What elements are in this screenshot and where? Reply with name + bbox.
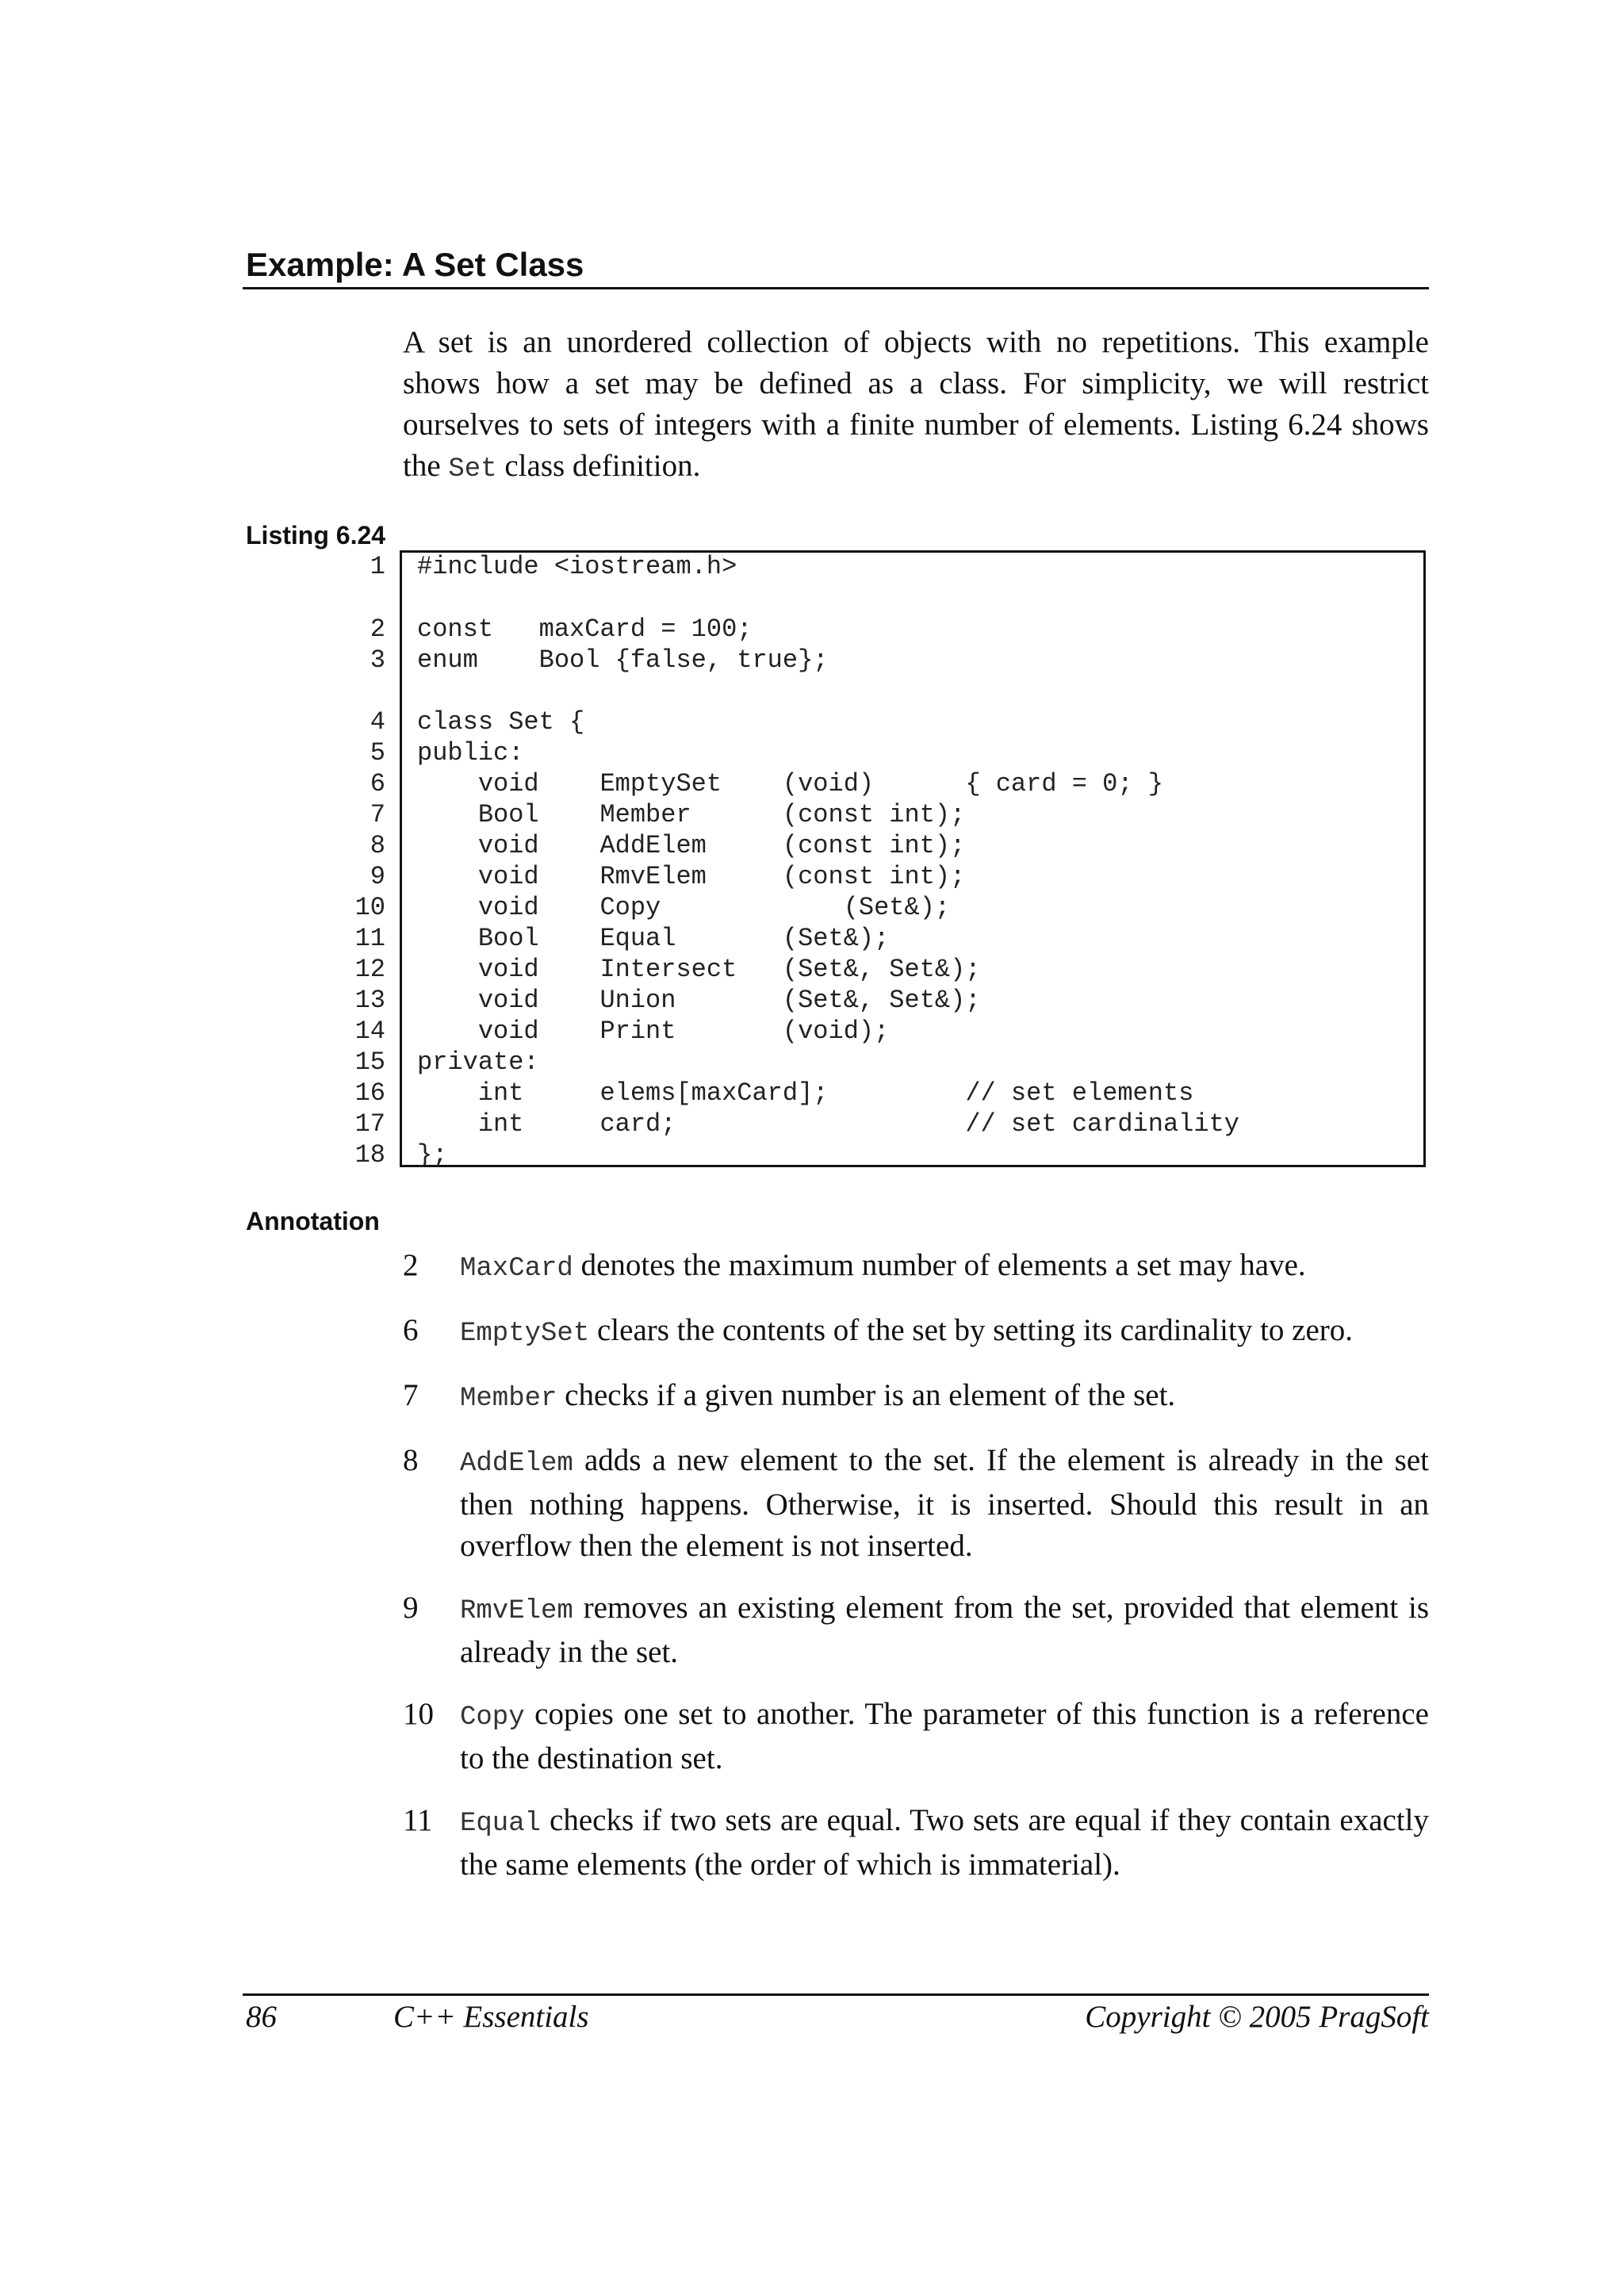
annotation-line-number: 9	[403, 1591, 419, 1625]
line-code: };	[417, 1140, 448, 1170]
line-code: private:	[417, 1047, 539, 1077]
code-line	[0, 893, 1031, 923]
code-line	[0, 862, 1031, 892]
annotation-keyword: Member	[460, 1384, 557, 1414]
listing-label: Listing 6.24	[246, 521, 386, 550]
line-code: void Print (void);	[417, 1017, 890, 1046]
annotation-text: removes an existing element from the set, provided that element is already in the set.	[460, 1591, 1429, 1669]
code-line	[0, 738, 1031, 768]
code-line	[0, 707, 1031, 737]
annotation-line-number: 11	[403, 1803, 433, 1837]
line-number: 17	[354, 1109, 385, 1139]
annotation-item	[403, 1310, 1429, 1354]
intro-code-set: Set	[448, 454, 497, 484]
line-code: void Union (Set&, Set&);	[417, 986, 981, 1015]
line-code: void Intersect (Set&, Set&);	[417, 955, 981, 984]
annotation-item	[403, 1800, 1429, 1886]
line-number: 8	[370, 831, 385, 860]
line-code: void AddElem (const int);	[417, 831, 966, 860]
annotation-line-number: 8	[403, 1443, 419, 1477]
line-number: 16	[354, 1078, 385, 1108]
code-line	[0, 1047, 1031, 1078]
annotation-item	[403, 1375, 1429, 1419]
page-title: Example: A Set Class	[246, 246, 584, 283]
annotation-item	[403, 1587, 1429, 1673]
line-number: 9	[370, 862, 385, 891]
code-line	[0, 986, 1031, 1016]
annotation-keyword: EmptySet	[460, 1319, 590, 1349]
annotation-text: checks if two sets are equal. Two sets are equal if they contain exactly the same elements (the order of which is immaterial).	[460, 1803, 1429, 1882]
line-number: 2	[370, 615, 385, 644]
line-code: #include <iostream.h>	[417, 552, 737, 581]
line-number: 6	[370, 769, 385, 798]
code-line	[0, 1078, 1194, 1109]
annotation-label: Annotation	[246, 1207, 380, 1235]
line-number: 3	[370, 645, 385, 675]
intro-text-before: A set is an unordered collection of objects with no repetitions. This example shows how a set may be defined as a class. For simplicity, we will restrict ourselves to sets of integers with a finite number of elements. Listing 6.24 shows the	[403, 325, 1429, 483]
annotation-item	[403, 1440, 1429, 1567]
line-code: Bool Equal (Set&);	[417, 924, 890, 953]
line-code: public:	[417, 738, 524, 768]
annotation-item	[403, 1245, 1429, 1289]
title-rule	[243, 287, 1429, 289]
line-number: 12	[354, 955, 385, 984]
line-number: 5	[370, 738, 385, 768]
annotation-keyword: AddElem	[460, 1449, 573, 1479]
line-code: void RmvElem (const int);	[417, 862, 966, 891]
line-code: enum Bool {false, true};	[417, 645, 829, 675]
line-number: 18	[354, 1140, 385, 1170]
line-code: int card; // set cardinality	[417, 1109, 1239, 1139]
intro-paragraph	[403, 322, 1429, 490]
code-line	[0, 831, 1031, 861]
line-number: 13	[354, 986, 385, 1015]
annotation-text: clears the contents of the set by setting its cardinality to zero.	[589, 1313, 1354, 1347]
annotation-line-number: 2	[403, 1248, 419, 1282]
line-code: const maxCard = 100;	[417, 615, 753, 644]
code-line	[0, 769, 1163, 799]
footer-copyright: Copyright © 2005 PragSoft	[1085, 2000, 1429, 2034]
annotation-keyword: Equal	[460, 1809, 542, 1839]
code-line	[0, 1109, 1239, 1139]
line-number: 4	[370, 707, 385, 737]
code-line	[0, 615, 1031, 645]
annotation-keyword: Copy	[460, 1702, 525, 1733]
annotation-text: checks if a given number is an element of the set.	[557, 1378, 1176, 1412]
footer-book-title: C++ Essentials	[393, 2000, 589, 2034]
annotation-line-number: 7	[403, 1378, 419, 1412]
annotation-keyword: MaxCard	[460, 1254, 573, 1284]
annotation-text: denotes the maximum number of elements a set may have.	[573, 1248, 1306, 1282]
annotation-line-number: 10	[403, 1697, 434, 1731]
line-number: 11	[354, 924, 385, 953]
line-number: 10	[354, 893, 385, 922]
annotation-list	[403, 1245, 1429, 1906]
line-number: 15	[354, 1047, 385, 1077]
code-line	[0, 1017, 1031, 1047]
code-line	[0, 924, 1031, 954]
line-number: 14	[354, 1017, 385, 1046]
code-line	[0, 552, 1031, 582]
code-line	[0, 955, 1031, 985]
line-code: class Set {	[417, 707, 585, 737]
line-code: void Copy (Set&);	[417, 893, 951, 922]
code-line	[0, 645, 1031, 676]
annotation-keyword: RmvElem	[460, 1596, 573, 1626]
annotation-text: copies one set to another. The parameter of this function is a reference to the destination set.	[460, 1697, 1429, 1775]
line-code: Bool Member (const int);	[417, 800, 966, 829]
footer-rule	[243, 1993, 1429, 1996]
line-number: 1	[370, 552, 385, 581]
annotation-line-number: 6	[403, 1313, 419, 1347]
annotation-item	[403, 1694, 1429, 1779]
line-code: void EmptySet (void) { card = 0; }	[417, 769, 1163, 798]
annotation-text: adds a new element to the set. If the element is already in the set then nothing happens. Otherwise, it is inserted. Should this result in an overflow then the element is not inserted.	[460, 1443, 1429, 1563]
code-line	[0, 800, 1031, 830]
footer-page-number: 86	[246, 2000, 277, 2034]
line-number: 7	[370, 800, 385, 829]
line-code: int elems[maxCard]; // set elements	[417, 1078, 1194, 1108]
intro-text-after: class definition.	[496, 449, 701, 483]
code-line	[0, 1140, 1031, 1170]
